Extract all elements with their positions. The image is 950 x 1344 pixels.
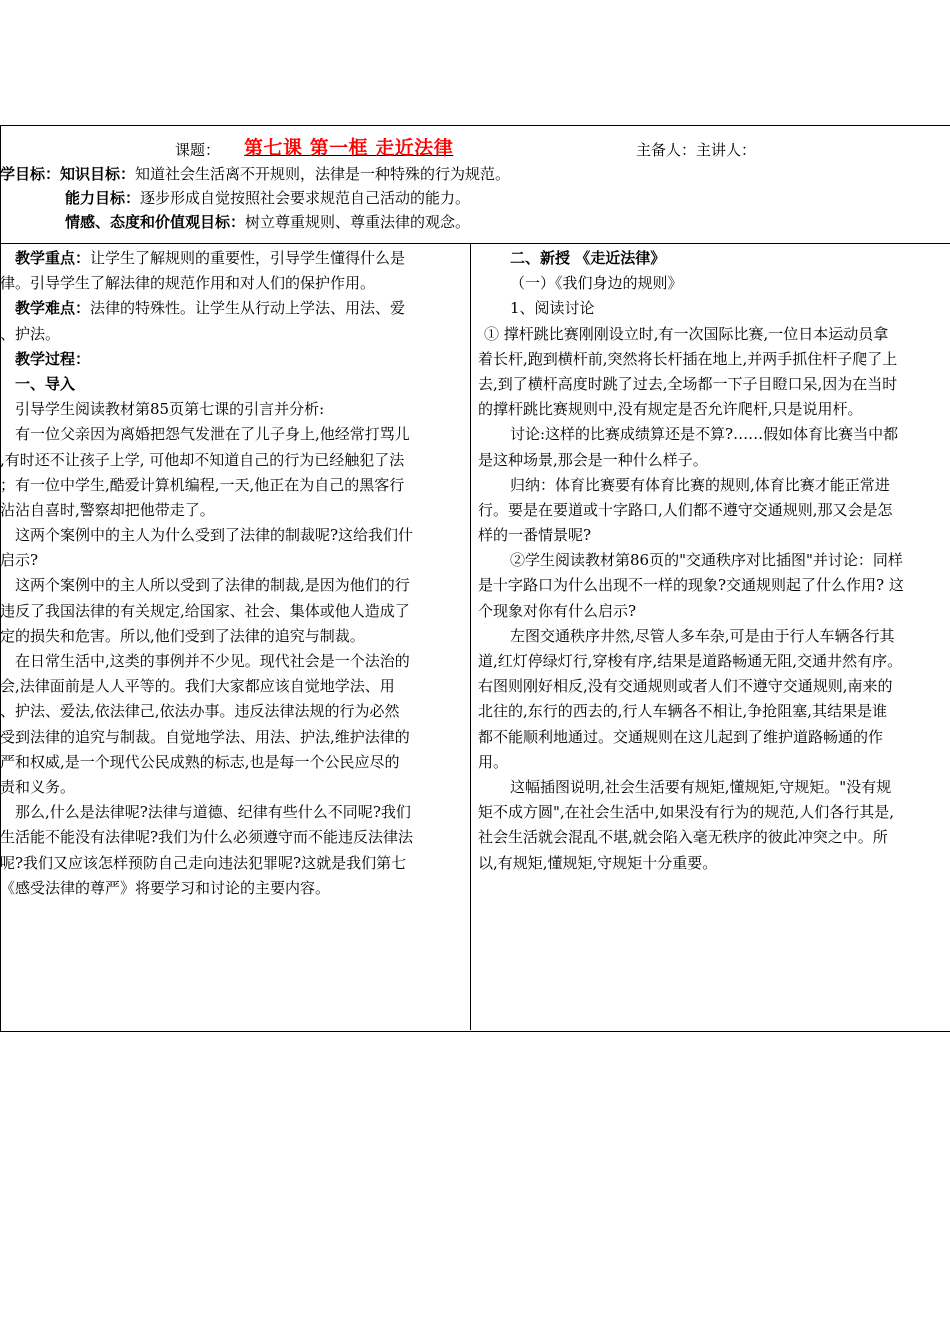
line-text: 右图则刚好相反,没有交通规则或者人们不遵守交通规则,南来的 bbox=[478, 677, 893, 696]
text-line bbox=[478, 573, 950, 598]
line-text: 这两个案例中的主人所以受到了法律的制裁,是因为他们的行 bbox=[15, 576, 410, 595]
text-line bbox=[0, 372, 466, 397]
line-text: 的撑杆跳比赛规则中,没有规定是否允许爬杆,只是说用杆。 bbox=[478, 400, 863, 419]
text-line bbox=[478, 246, 950, 271]
emotion-label: 情感、态度和价值观目标： bbox=[65, 213, 246, 231]
line-text: 启示? bbox=[0, 551, 39, 570]
knowledge-label: 知识目标： bbox=[60, 165, 136, 183]
text-line bbox=[478, 699, 950, 724]
line-text: 归纳：体育比赛要有体育比赛的规则,体育比赛才能正常进 bbox=[510, 475, 890, 494]
goals-label: 学目标： bbox=[0, 165, 61, 183]
text-line bbox=[478, 548, 950, 573]
topic-label: 课题： bbox=[175, 141, 221, 159]
text-line bbox=[0, 573, 466, 598]
topic-title bbox=[222, 133, 510, 160]
line-heading: 教学难点： bbox=[15, 299, 91, 318]
text-line bbox=[0, 246, 466, 271]
line-text: 这两个案例中的主人为什么受到了法律的制裁呢?这给我们什 bbox=[15, 526, 414, 545]
right-column bbox=[478, 246, 950, 876]
line-text: 以,有规矩,懂规矩,守规矩十分重要。 bbox=[478, 853, 718, 872]
text-line bbox=[478, 750, 950, 775]
text-line bbox=[0, 322, 466, 347]
line-text: 严和权威,是一个现代公民成熟的标志,也是每一个公民应尽的 bbox=[0, 752, 400, 771]
line-text: 讨论:这样的比赛成绩算还是不算?……假如体育比赛当中都 bbox=[510, 425, 899, 444]
line-text: 道,红灯停绿灯行,穿梭有序,结果是道路畅通无阻,交通井然有序。 bbox=[478, 652, 903, 670]
line-text: 律。引导学生了解法律的规范作用和对人们的保护作用。 bbox=[0, 274, 376, 293]
preparer-label: 主备人：主讲人： bbox=[636, 141, 757, 159]
line-heading: 一、导入 bbox=[15, 374, 76, 393]
line-heading: 教学重点： bbox=[15, 249, 91, 267]
text-line bbox=[478, 624, 950, 649]
text-line bbox=[0, 448, 466, 473]
line-heading: 教学过程： bbox=[15, 349, 91, 368]
text-line bbox=[0, 498, 466, 523]
text-line bbox=[478, 674, 950, 699]
text-line bbox=[0, 296, 466, 321]
line-text: 《感受法律的尊严》将要学习和讨论的主要内容。 bbox=[0, 878, 331, 897]
text-line bbox=[0, 347, 466, 372]
text-line bbox=[0, 800, 466, 825]
goal-emotion bbox=[65, 209, 470, 235]
line-text: 行。要是在要道或十字路口,人们都不遵守交通规则,那又会是怎 bbox=[478, 500, 893, 519]
text-line bbox=[0, 624, 466, 649]
line-text: 那么,什么是法律呢?法律与道德、纪律有些什么不同呢?我们 bbox=[15, 803, 411, 822]
text-line bbox=[478, 448, 950, 473]
line-text: 是这种场景,那会是一种什么样子。 bbox=[478, 450, 708, 469]
line-text: 让学生了解规则的重要性，引导学生懂得什么是 bbox=[90, 249, 406, 267]
text-line bbox=[0, 750, 466, 775]
text-line bbox=[478, 825, 950, 850]
line-text: 个现象对你有什么启示? bbox=[478, 601, 637, 620]
line-text: 沾沾自喜时,警察却把他带走了。 bbox=[0, 500, 215, 519]
line-text: （一）《我们身边的规则》 bbox=[510, 274, 683, 293]
line-text: 都不能顺利地通过。交通规则在这儿起到了维护道路畅通的作 bbox=[478, 727, 884, 746]
line-text: 矩不成方圆",在社会生活中,如果没有行为的规范,人们各行其是, bbox=[478, 803, 894, 822]
line-text: ；有一位中学生,酷爱计算机编程,一天,他正在为自己的黑客行 bbox=[0, 475, 405, 494]
line-text: 左图交通秩序井然,尽管人多车杂,可是由于行人车辆各行其 bbox=[510, 626, 895, 645]
left-column bbox=[0, 246, 466, 901]
line-text: 去,到了横杆高度时跳了过去,全场都一下子目瞪口呆,因为在当时 bbox=[478, 374, 898, 393]
text-line bbox=[478, 800, 950, 825]
line-text: 是十字路口为什么出现不一样的现象?交通规则起了什么作用? 这 bbox=[478, 576, 904, 595]
line-text: 生活能不能没有法律呢?我们为什么必须遵守而不能违反法律法 bbox=[0, 828, 414, 847]
text-line bbox=[0, 825, 466, 850]
text-line bbox=[0, 397, 466, 422]
text-line bbox=[0, 599, 466, 624]
line-text: 1、阅读讨论 bbox=[510, 299, 595, 318]
text-line bbox=[478, 498, 950, 523]
text-line bbox=[478, 523, 950, 548]
line-text: 用。 bbox=[478, 752, 509, 771]
table-divider bbox=[0, 243, 950, 244]
line-text: 、护法、爱法,依法律己,依法办事。违反法律法规的行为必然 bbox=[0, 702, 400, 721]
line-text: 着长杆,跑到横杆前,突然将长杆插在地上,并两手抓住杆子爬了上 bbox=[478, 349, 898, 368]
column-divider bbox=[470, 244, 471, 1030]
text-line bbox=[0, 699, 466, 724]
text-line bbox=[478, 725, 950, 750]
ability-label: 能力目标： bbox=[65, 189, 141, 207]
line-text: ②学生阅读教材第86页的"交通秩序对比插图"并讨论：同样 bbox=[510, 551, 903, 570]
line-text: 会,法律面前是人人平等的。我们大家都应该自觉地学法、用 bbox=[0, 677, 395, 696]
line-text: 有一位父亲因为离婚把怨气发泄在了儿子身上,他经常打骂儿 bbox=[15, 425, 410, 444]
text-line bbox=[0, 775, 466, 800]
text-line bbox=[478, 271, 950, 296]
text-line bbox=[0, 851, 466, 876]
knowledge-text: 知道社会生活离不开规则，法律是一种特殊的行为规范。 bbox=[135, 165, 511, 183]
line-text: 受到法律的追究与制裁。自觉地学法、用法、护法,维护法律的 bbox=[0, 727, 410, 746]
line-heading: 二、新授 《走近法律》 bbox=[510, 249, 666, 267]
text-line bbox=[0, 548, 466, 573]
line-text: 法律的特殊性。让学生从行动上学法、用法、爱 bbox=[90, 299, 406, 318]
goal-knowledge bbox=[0, 161, 510, 187]
text-line bbox=[478, 473, 950, 498]
line-text: 社会生活就会混乱不堪,就会陷入毫无秩序的彼此冲突之中。所 bbox=[478, 828, 888, 847]
text-line bbox=[478, 599, 950, 624]
topic-title-text: 第七课 第一框 走近法律 bbox=[244, 137, 454, 159]
text-line bbox=[0, 674, 466, 699]
text-line bbox=[0, 725, 466, 750]
line-text: ,有时还不让孩子上学, 可他却不知道自己的行为已经触犯了法 bbox=[0, 450, 405, 469]
text-line bbox=[478, 397, 950, 422]
ability-text: 逐步形成自觉按照社会要求规范自己活动的能力。 bbox=[140, 189, 471, 207]
text-line bbox=[0, 271, 466, 296]
line-text: ① 撑杆跳比赛刚刚设立时,有一次国际比赛,一位日本运动员拿 bbox=[484, 324, 889, 343]
text-line bbox=[0, 422, 466, 447]
text-line bbox=[478, 851, 950, 876]
line-text: 违反了我国法律的有关规定,给国家、社会、集体或他人造成了 bbox=[0, 601, 410, 620]
emotion-text: 树立尊重规则、尊重法律的观念。 bbox=[245, 213, 471, 231]
line-text: 定的损失和危害。所以,他们受到了法律的追究与制裁。 bbox=[0, 626, 365, 645]
title-row bbox=[0, 133, 950, 161]
text-line bbox=[478, 322, 950, 347]
line-text: 呢?我们又应该怎样预防自己走向违法犯罪呢?这就是我们第七 bbox=[0, 853, 407, 872]
text-line bbox=[478, 296, 950, 321]
line-text: 、护法。 bbox=[0, 324, 61, 343]
text-line bbox=[478, 649, 950, 674]
text-line bbox=[0, 876, 466, 901]
line-text: 样的一番情景呢? bbox=[478, 526, 592, 545]
text-line bbox=[478, 775, 950, 800]
goal-ability bbox=[65, 185, 470, 211]
line-text: 责和义务。 bbox=[0, 777, 76, 796]
line-text: 在日常生活中,这类的事例并不少见。现代社会是一个法治的 bbox=[15, 652, 410, 670]
text-line bbox=[0, 473, 466, 498]
text-line bbox=[478, 347, 950, 372]
line-text: 引导学生阅读教材第85页第七课的引言并分析: bbox=[15, 400, 325, 419]
text-line bbox=[478, 422, 950, 447]
text-line bbox=[0, 649, 466, 674]
line-text: 这幅插图说明,社会生活要有规矩,懂规矩,守规矩。"没有规 bbox=[510, 777, 892, 796]
line-text: 北往的,东行的西去的,行人车辆各不相让,争抢阻塞,其结果是谁 bbox=[478, 702, 888, 721]
text-line bbox=[478, 372, 950, 397]
text-line bbox=[0, 523, 466, 548]
